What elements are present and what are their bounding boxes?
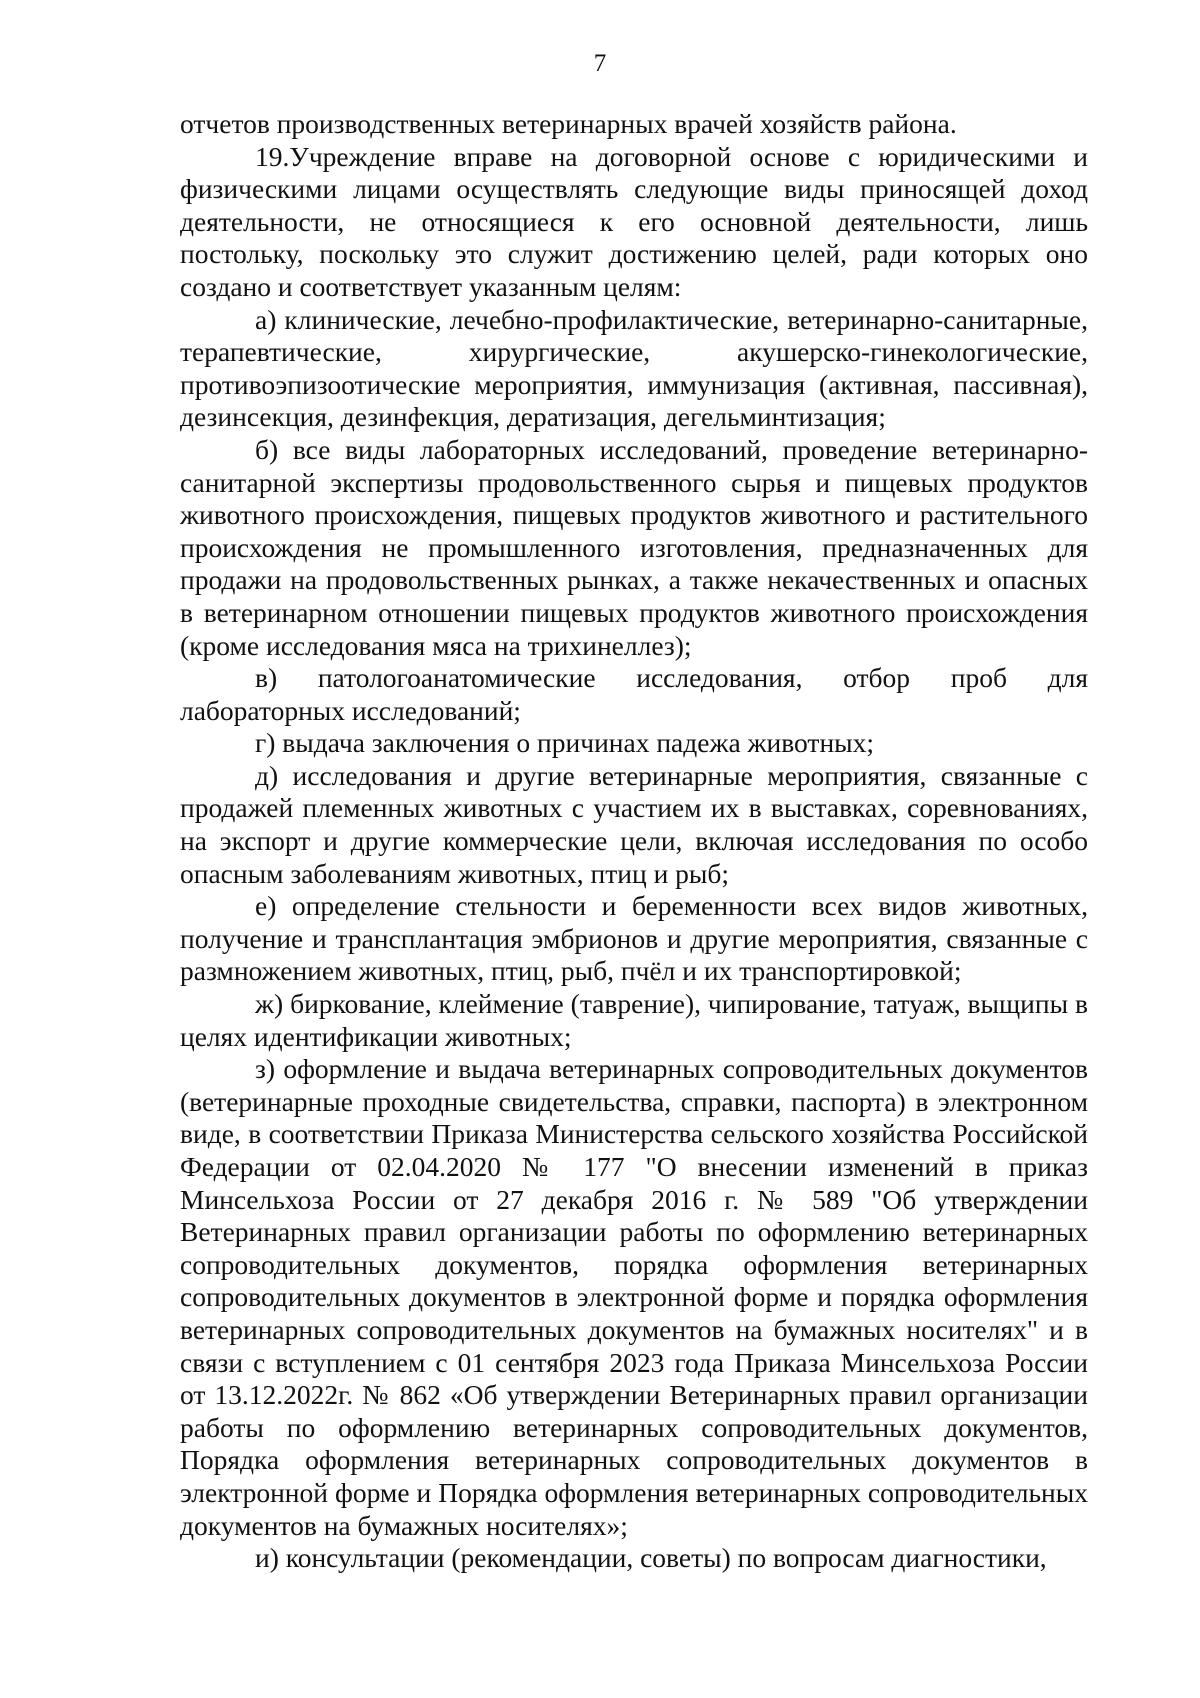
paragraph-clause-19: 19.Учреждение вправе на договорной основе с юридическими и физическими лицами осуществлять следующие виды приносящей доход деятельности, не относящиеся к его основной деятельности, лишь постольку, поскольку это служит достижению целей, ради которых оно создано и соответствует указанным целям:	[180, 140, 1088, 302]
paragraph-item-d: д) исследования и другие ветеринарные мероприятия, связанные с продажей племенных животных с участием их в выставках, соревнованиях, на экспорт и другие коммерческие цели, включая исследования по особо опасным заболеваниям животных, птиц и рыб;	[180, 759, 1088, 889]
paragraph-item-zh: ж) биркование, клеймение (таврение), чипирование, татуаж, выщипы в целях идентификации животных;	[180, 988, 1088, 1052]
paragraph-item-i: и) консультации (рекомендации, советы) по вопросам диагностики,	[255, 1542, 1047, 1574]
paragraph-item-b: б) все виды лабораторных исследований, проведение ветеринарно-санитарной экспертизы продовольственного сырья и пищевых продуктов животного происхождения, пищевых продуктов животного и растительного происхождения не промышленного изготовления, предназначенных для продажи на продовольственных рынках, а также некачественных и опасных в ветеринарном отношении пищевых продуктов животного происхождения (кроме исследования мяса на трихинеллез);	[180, 433, 1088, 661]
paragraph-item-z: з) оформление и выдача ветеринарных сопроводительных документов (ветеринарные проходные свидетельства, справки, паспорта) в электронном виде, в соответствии Приказа Министерства сельского хозяйства Российской Федерации от 02.04.2020 № 177 "О внесении изменений в приказ Минсельхоза России от 27 декабря 2016 г. № 589 "Об утверждении Ветеринарных правил организации работы по оформлению ветеринарных сопроводительных документов, порядка оформления ветеринарных сопроводительных документов в электронной форме и порядка оформления ветеринарных сопроводительных документов на бумажных носителях" и в связи с вступлением с 01 сентября 2023 года Приказа Минсельхоза России от 13.12.2022г. № 862 «Об утверждении Ветеринарных правил организации работы по оформлению ветеринарных сопроводительных документов, Порядка оформления ветеринарных сопроводительных документов в электронной форме и Порядка оформления ветеринарных сопроводительных документов на бумажных носителях»;	[180, 1053, 1088, 1541]
paragraph-item-v: в) патологоанатомические исследования, отбор проб для лабораторных исследований;	[180, 662, 1088, 726]
paragraph-item-e: е) определение стельности и беременности всех видов животных, получение и трансплантация эмбрионов и другие мероприятия, связанные с размножением животных, птиц, рыб, пчёл и их транспортировкой;	[180, 890, 1088, 987]
paragraph-item-a: а) клинические, лечебно-профилактические, ветеринарно-санитарные, терапевтические, хирургические, акушерско-гинекологические, противоэпизоотические мероприятия, иммунизация (активная, пассивная), дезинсекция, дезинфекция, дератизация, дегельминтизация;	[180, 303, 1088, 433]
document-body	[180, 108, 1088, 1575]
paragraph-item-g: г) выдача заключения о причинах падежа животных;	[255, 727, 875, 759]
page-number: 7	[593, 50, 607, 77]
paragraph-continuation: отчетов производственных ветеринарных врачей хозяйств района.	[180, 108, 957, 139]
